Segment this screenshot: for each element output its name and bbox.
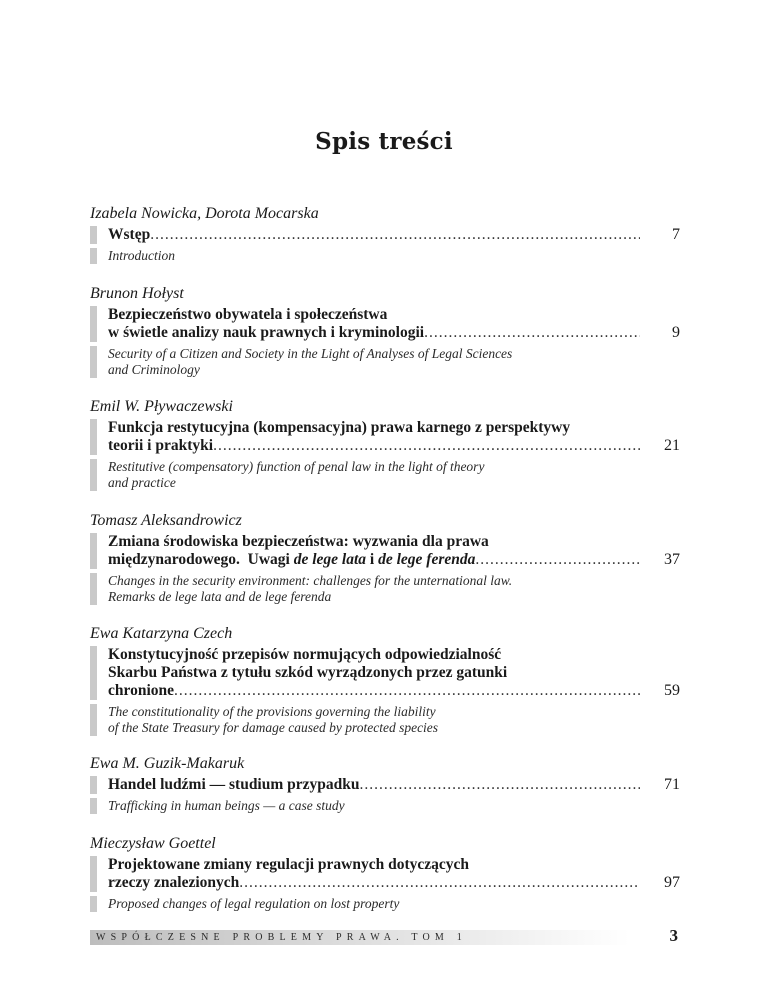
polish-title-line: Bezpieczeństwo obywatela i społeczeństwa xyxy=(108,306,388,323)
english-title-line: Changes in the security environment: challenges for the unternational law. xyxy=(108,573,513,588)
page-number: 71 xyxy=(664,776,680,793)
leader-dots xyxy=(475,551,640,569)
leader-dots xyxy=(424,324,640,342)
english-title-line: and Criminology xyxy=(108,362,200,377)
english-title-line: Proposed changes of legal regulation on lost property xyxy=(108,896,400,911)
leader-dots xyxy=(174,682,640,700)
polish-title-bar xyxy=(90,533,97,569)
footer-page-number: 3 xyxy=(669,926,678,945)
polish-title xyxy=(108,646,640,700)
polish-title-line: Wstęp xyxy=(108,226,151,243)
leader-dots xyxy=(360,776,640,794)
entry-author: Izabela Nowicka, Dorota Mocarska xyxy=(90,205,319,222)
english-title-bar xyxy=(90,573,97,605)
polish-title-bar xyxy=(90,419,97,455)
english-title-bar xyxy=(90,346,97,378)
page-number: 37 xyxy=(664,551,680,568)
polish-title-line: Skarbu Państwa z tytułu szkód wyrządzonych przez gatunki xyxy=(108,664,508,681)
title-part-italic: de lege ferenda xyxy=(378,551,476,568)
polish-title-bar xyxy=(90,646,97,700)
entry-block xyxy=(90,306,680,378)
english-title-line: Security of a Citizen and Society in the Light of Analyses of Legal Sciences xyxy=(108,346,513,361)
leader-dots xyxy=(150,226,640,244)
english-title-line: Introduction xyxy=(108,248,175,263)
polish-title-bar xyxy=(90,226,97,244)
english-title-bar xyxy=(90,896,97,912)
polish-title xyxy=(108,306,640,342)
title-part: międzynarodowego. Uwagi xyxy=(108,551,294,568)
english-title-bar xyxy=(90,248,97,264)
page-title: Spis treści xyxy=(315,128,453,155)
page-number: 7 xyxy=(672,226,680,243)
english-title xyxy=(108,798,680,814)
entry-author: Ewa M. Guzik-Makaruk xyxy=(90,755,245,772)
entry-block xyxy=(90,776,680,814)
toc-entry xyxy=(90,397,680,491)
page-number: 21 xyxy=(664,437,680,454)
title-part: i xyxy=(366,551,379,568)
english-title-line: of the State Treasury for damage caused by protected species xyxy=(108,720,439,735)
toc-entry xyxy=(90,834,680,912)
polish-title-bar xyxy=(90,306,97,342)
polish-title xyxy=(108,226,640,244)
title-part-italic: de lege lata xyxy=(293,551,367,568)
polish-title-line: Zmiana środowiska bezpieczeństwa: wyzwania dla prawa xyxy=(108,533,489,550)
toc-entry xyxy=(90,624,680,736)
english-title-bar xyxy=(90,798,97,814)
english-title-line: Remarks de lege lata and de lege ferenda xyxy=(108,589,332,604)
entry-author: Brunon Hołyst xyxy=(90,285,184,302)
entry-author: Mieczysław Goettel xyxy=(90,835,216,852)
entry-block xyxy=(90,226,680,264)
english-title-line: Restitutive (compensatory) function of penal law in the light of theory xyxy=(108,459,485,474)
english-title xyxy=(108,248,680,264)
page-number: 59 xyxy=(664,682,680,699)
polish-title xyxy=(108,776,640,794)
toc-entry xyxy=(90,204,680,264)
entry-block xyxy=(90,419,680,491)
toc-entry xyxy=(90,754,680,814)
entry-block xyxy=(90,856,680,912)
entry-author: Ewa Katarzyna Czech xyxy=(90,625,233,642)
english-title xyxy=(108,459,680,491)
entry-author: Emil W. Pływaczewski xyxy=(90,398,233,415)
polish-title-bar xyxy=(90,856,97,892)
toc-entry xyxy=(90,284,680,378)
leader-dots xyxy=(213,437,640,455)
entry-block xyxy=(90,646,680,736)
entry-author: Tomasz Aleksandrowicz xyxy=(90,512,242,529)
entry-block xyxy=(90,533,680,605)
polish-title-line: Handel ludźmi — studium przypadku xyxy=(108,776,360,793)
polish-title-line: w świetle analizy nauk prawnych i kryminologii xyxy=(108,324,425,341)
page-number: 97 xyxy=(664,874,680,891)
polish-title-line: teorii i praktyki xyxy=(108,437,214,454)
polish-title-line xyxy=(108,551,475,569)
english-title xyxy=(108,896,680,912)
english-title-bar xyxy=(90,704,97,736)
english-title-bar xyxy=(90,459,97,491)
toc-entry xyxy=(90,511,680,605)
polish-title-line: Funkcja restytucyjna (kompensacyjna) prawa karnego z perspektywy xyxy=(108,419,571,436)
english-title-line: The constitutionality of the provisions governing the liability xyxy=(108,704,436,719)
polish-title xyxy=(108,533,640,569)
english-title-line: and practice xyxy=(108,475,176,490)
polish-title-line: rzeczy znalezionych xyxy=(108,874,240,891)
polish-title-bar xyxy=(90,776,97,794)
leader-dots xyxy=(239,874,640,892)
polish-title-line: chronione xyxy=(108,682,175,699)
english-title xyxy=(108,573,680,605)
polish-title-line: Projektowane zmiany regulacji prawnych dotyczących xyxy=(108,856,470,873)
polish-title xyxy=(108,419,640,455)
english-title-line: Trafficking in human beings — a case study xyxy=(108,798,345,813)
polish-title-line: Konstytucyjność przepisów normujących odpowiedzialność xyxy=(108,646,502,663)
footer-journal-name: WSPÓŁCZESNE PROBLEMY PRAWA. TOM 1 xyxy=(96,932,467,943)
page-number: 9 xyxy=(672,324,680,341)
english-title xyxy=(108,704,680,736)
english-title xyxy=(108,346,680,378)
polish-title xyxy=(108,856,640,892)
